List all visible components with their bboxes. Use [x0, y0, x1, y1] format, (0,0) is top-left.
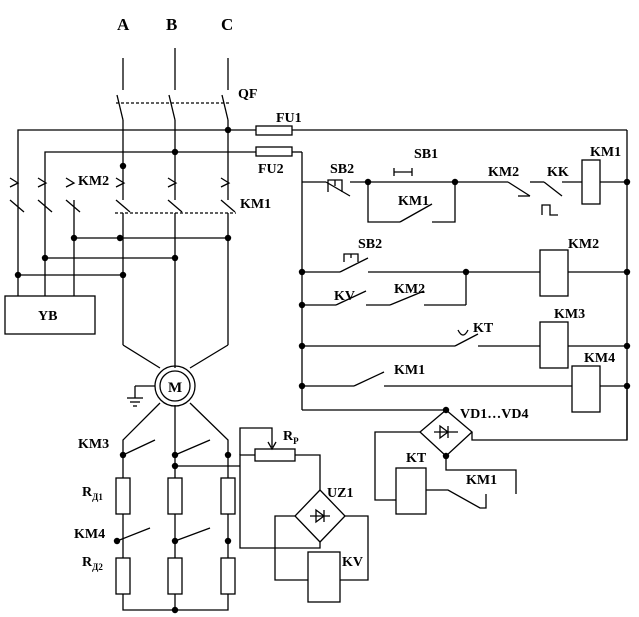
km3-coil-label: KM3	[554, 307, 586, 322]
km1-hold-contact-label: KM1	[398, 194, 430, 209]
ground-icon	[127, 386, 155, 406]
rung-4	[299, 366, 630, 412]
vd-bridge	[302, 386, 627, 500]
km2-contact-label: KM2	[394, 282, 426, 297]
kv-coil	[308, 552, 340, 602]
phase-b-label: B	[166, 15, 178, 34]
fu2-fuse	[256, 147, 292, 156]
kv-contact-label: KV	[334, 289, 355, 304]
rp-rheostat	[240, 428, 320, 490]
rotor-network	[114, 440, 240, 613]
fu1-label: FU1	[276, 111, 302, 126]
rd2-label: $R_{Д2}$	[82, 555, 103, 572]
phase-lines	[123, 48, 228, 90]
km1-main-label: KM1	[240, 197, 272, 212]
km1-contact-label: KM1	[394, 363, 426, 378]
sb2-top-label: SB2	[330, 162, 355, 177]
yb-label: YB	[38, 309, 58, 324]
km4-coil-label: KM4	[584, 351, 616, 366]
control-bus-top	[18, 130, 627, 440]
kv-coil-label: KV	[342, 555, 363, 570]
rd1-label: $R_{Д1}$	[82, 485, 103, 502]
vd-label: VD1…VD4	[460, 407, 529, 422]
sb1-label: SB1	[414, 147, 439, 162]
sb2-mid-label: SB2	[358, 237, 383, 252]
motor-label: M	[168, 380, 183, 396]
kk-label: KK	[547, 165, 569, 180]
km1-lower-contact-label: KM1	[466, 473, 498, 488]
km3-resistor-contact-label: KM3	[78, 437, 110, 452]
kt-coil-label: KT	[406, 451, 427, 466]
phase-c-label: C	[221, 15, 234, 34]
km2-coil-label: KM2	[568, 237, 600, 252]
fu2-label: FU2	[258, 162, 284, 177]
rung-3	[299, 322, 630, 368]
km1-main-contacts	[115, 178, 236, 345]
uz1-label: UZ1	[327, 486, 354, 501]
qf-label: QF	[238, 87, 258, 102]
phase-a-label: A	[117, 15, 130, 34]
kt-contact-label: KT	[473, 321, 494, 336]
kt-coil-leads	[392, 490, 486, 508]
km4-resistor-contact-label: KM4	[74, 527, 106, 542]
yb-leads	[18, 238, 74, 296]
fu1-fuse	[256, 126, 292, 135]
kt-coil	[396, 468, 426, 514]
motor-leads	[123, 345, 228, 455]
rp-label: $R_P$	[283, 429, 299, 446]
km2-nc-contact-label: KM2	[488, 165, 520, 180]
km1-coil-label: KM1	[590, 145, 622, 160]
km2-main-label: KM2	[78, 174, 110, 189]
